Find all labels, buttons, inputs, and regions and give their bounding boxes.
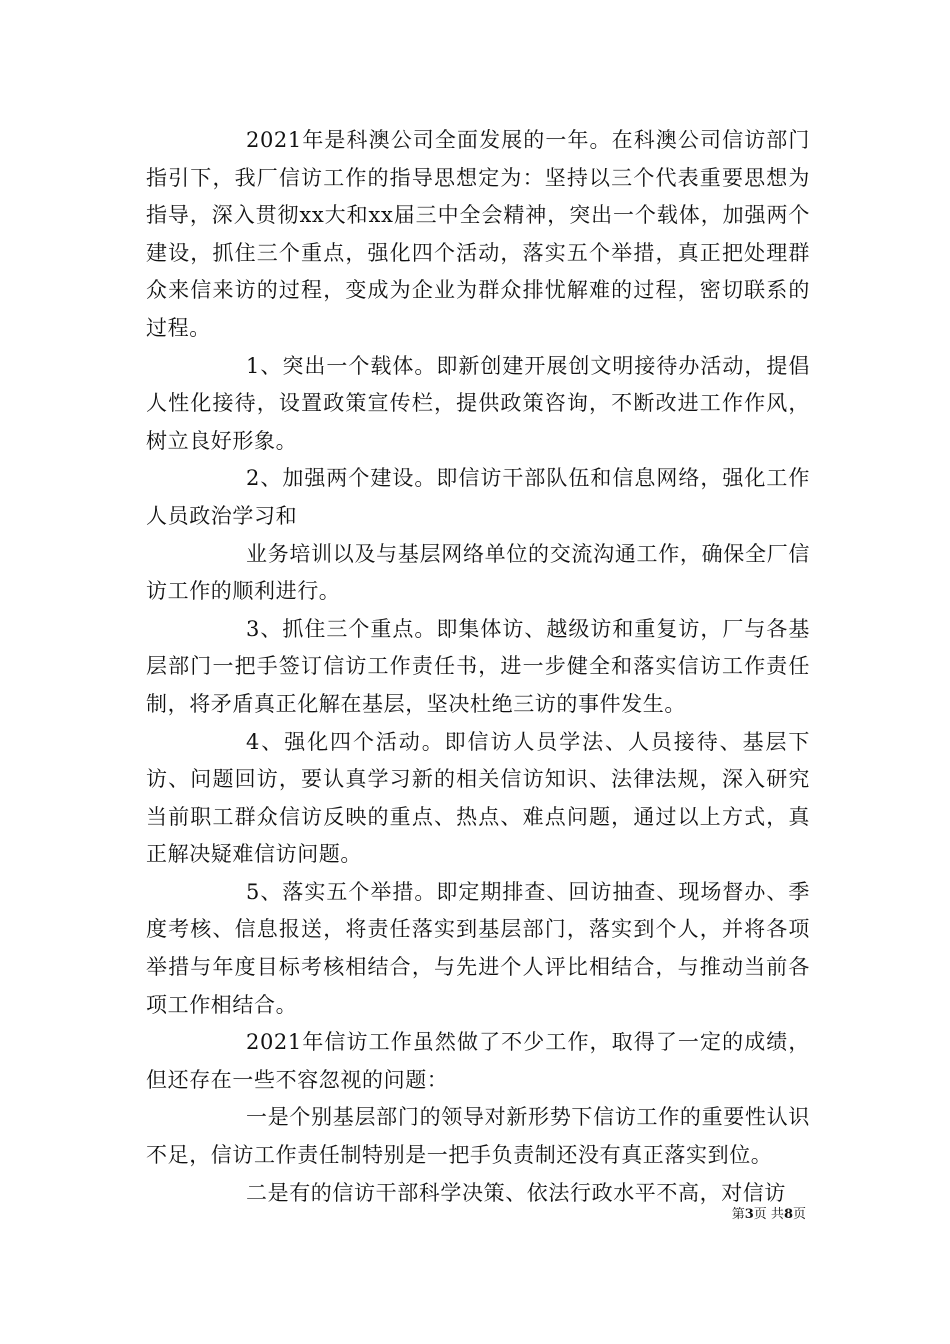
footer-current-page: 3 [744,1207,754,1222]
footer-middle: 页 共 [753,1207,784,1222]
paragraph-summary: 2021年是科澳公司全面发展的一年。在科澳公司信访部门指引下，我厂信访工作的指导思想定为：坚持以三个代表重要思想为指导，深入贯彻xx大和xx届三中全会精神，突出一个载体，加强两个建设，抓住三个重点，强化四个活动，落实五个举措，真正把处理群众来信来访的过程，变成为企业为群众排忧解难的过程，密切联系的过程。 [146,128,810,340]
paragraph-item-2: 2、加强两个建设。即信访干部队伍和信息网络，强化工作人员政治学习和 [146,466,810,528]
paragraph-problem-2: 二是有的信访干部科学决策、依法行政水平不高，对信访 [246,1180,786,1205]
paragraph-item-1: 1、突出一个载体。即新创建开展创文明接待办活动，提倡人性化接待，设置政策宣传栏，提供政策咨询，不断改进工作作风，树立良好形象。 [146,353,810,453]
paragraph-item-3: 3、抓住三个重点。即集体访、越级访和重复访，厂与各基层部门一把手签订信访工作责任书，进一步健全和落实信访工作责任制，将矛盾真正化解在基层，坚决杜绝三访的事件发生。 [146,616,810,716]
paragraph-item-5: 5、落实五个举措。即定期排查、回访抽查、现场督办、季度考核、信息报送，将责任落实到基层部门，落实到个人，并将各项举措与年度目标考核相结合，与先进个人评比相结合，与推动当前各项工作相结合。 [146,879,810,1017]
paragraph-item-4: 4、强化四个活动。即信访人员学法、人员接待、基层下访、问题回访，要认真学习新的相关信访知识、法律法规，深入研究当前职工群众信访反映的重点、热点、难点问题，通过以上方式，真正解决疑难信访问题。 [146,729,810,867]
paragraph-item-2-continued: 业务培训以及与基层网络单位的交流沟通工作，确保全厂信访工作的顺利进行。 [146,541,810,604]
footer-total-pages: 8 [783,1207,793,1222]
footer-prefix: 第 [731,1207,745,1222]
document-body [146,122,810,1212]
footer-suffix: 页 [792,1207,806,1222]
page-number-footer [732,1207,806,1223]
paragraph-problems-intro: 2021年信访工作虽然做了不少工作，取得了一定的成绩，但还存在一些不容忽视的问题： [146,1030,810,1092]
paragraph-problem-1: 一是个别基层部门的领导对新形势下信访工作的重要性认识不足，信访工作责任制特别是一把手负责制还没有真正落实到位。 [146,1105,810,1168]
